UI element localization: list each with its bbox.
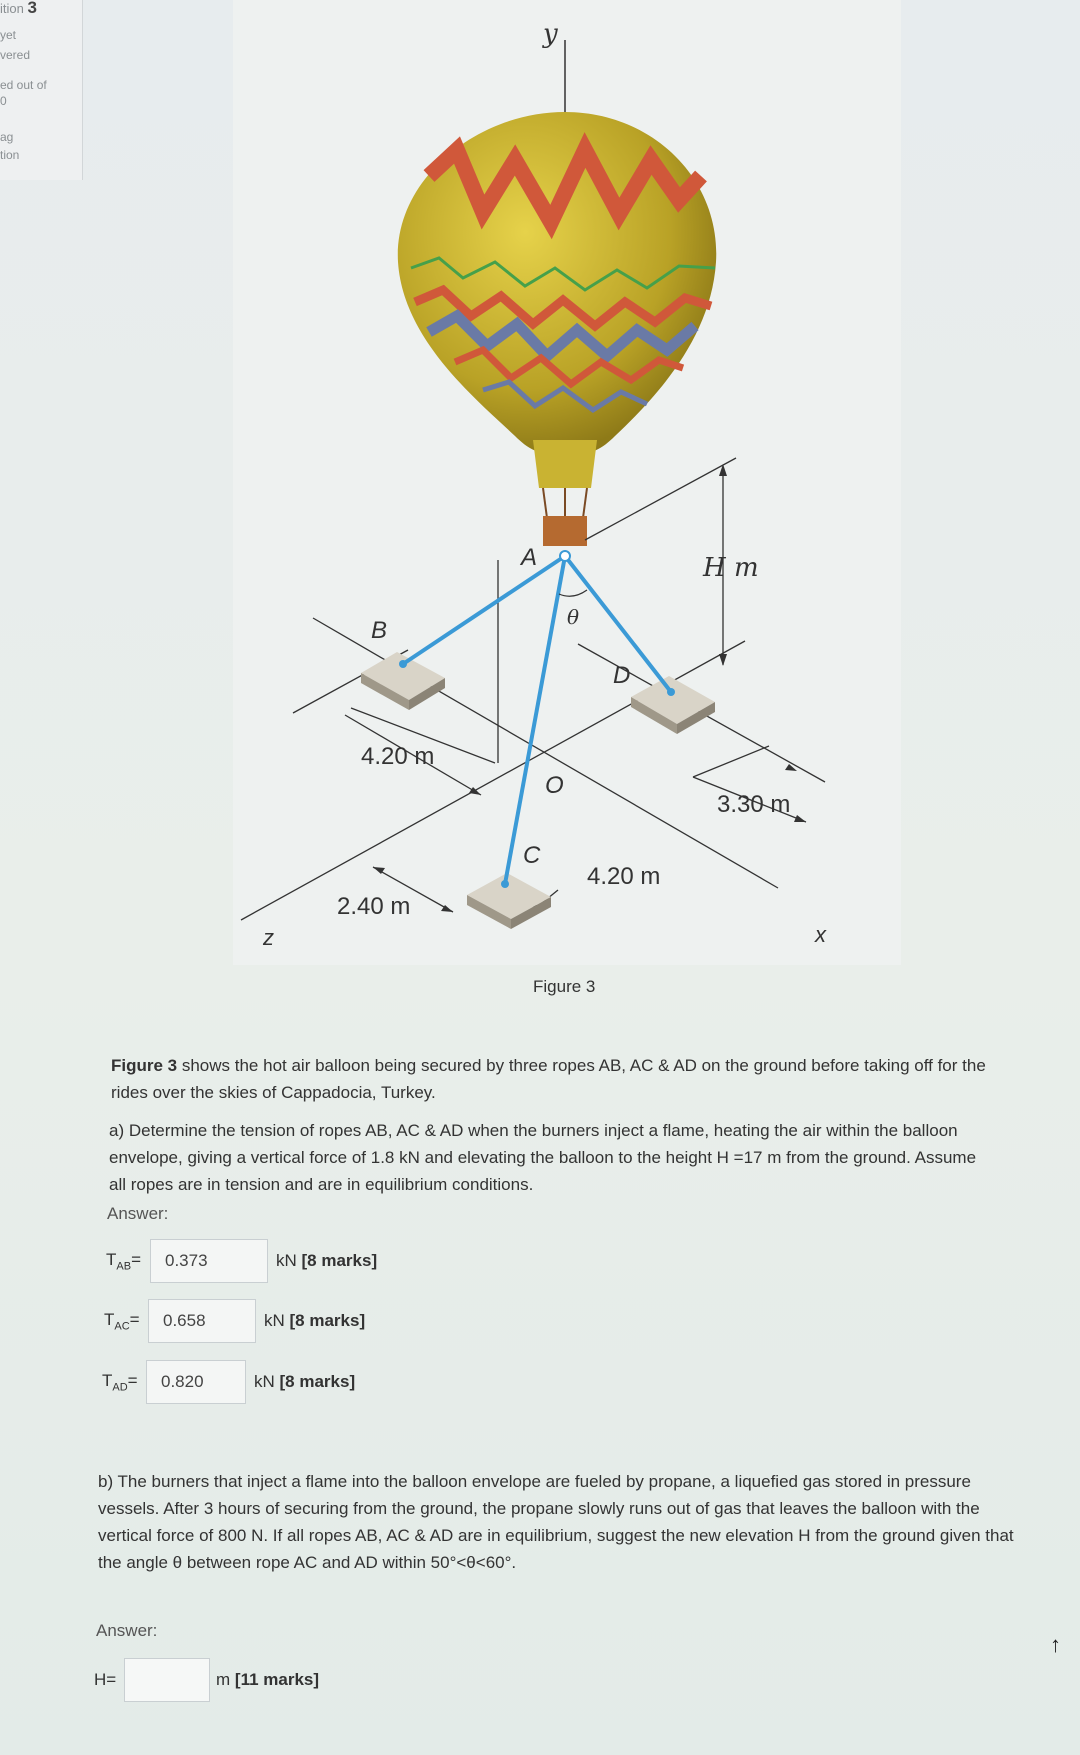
h-answer-label: H= [94, 1670, 117, 1689]
tac-label: $T_{AC}=$ [104, 1309, 140, 1333]
x-axis-label: x [815, 922, 826, 947]
h-reference-line [585, 458, 736, 540]
h-answer-input[interactable] [124, 1658, 210, 1702]
tad-label: $T_{AD}=$ [102, 1370, 138, 1394]
rope-ac [505, 556, 565, 884]
h-label: H m [703, 553, 759, 583]
answer-row-tad [102, 1359, 355, 1405]
label-d: D [613, 662, 631, 689]
tab-answer-input[interactable]: 0.373 [150, 1239, 268, 1283]
answer-row-h [94, 1657, 319, 1703]
label-a: A [521, 544, 538, 571]
tac-unit: kN [8 marks] [264, 1311, 366, 1330]
rope-ab [403, 556, 565, 664]
tab-label: $T_{AB}=$ [106, 1249, 142, 1273]
dim-label-2: 2.40 m [337, 893, 411, 920]
balloon-envelope [398, 112, 716, 488]
tad-unit: kN [8 marks] [254, 1372, 356, 1391]
dim-label-3: 4.20 m [587, 863, 661, 890]
dim-label-4: 3.30 m [717, 791, 791, 818]
flag-question-line1[interactable]: ag [0, 130, 14, 144]
label-b: B [371, 617, 388, 644]
label-o: O [545, 772, 564, 799]
dim-label-1: 4.20 m [361, 743, 435, 770]
answer-row-tac [104, 1298, 365, 1344]
label-c: C [523, 842, 541, 869]
figure-3-panel [233, 0, 901, 965]
figure-caption: Figure 3 [533, 977, 596, 996]
marked-line: ed out of [0, 78, 47, 92]
answer-label-a: Answer: [107, 1204, 169, 1223]
answer-row-tab [106, 1238, 377, 1284]
y-axis-label: y [543, 19, 558, 49]
question-info-panel [0, 0, 83, 180]
question-number: ition 3 [0, 0, 37, 17]
status-line1: yet [0, 28, 17, 42]
tac-answer-input[interactable]: 0.658 [148, 1299, 256, 1343]
tad-answer-input[interactable]: 0.820 [146, 1360, 246, 1404]
point-c [501, 880, 509, 888]
balloon-basket [543, 488, 587, 546]
theta-arc [559, 590, 587, 596]
dim4-arrow-right [794, 815, 806, 822]
label-theta: θ [567, 605, 580, 629]
flag-question-line2[interactable]: tion [0, 148, 20, 162]
part-a-text: a) Determine the tension of ropes AB, AC & AD when the burners inject a flame, heating the air within the balloon envelope, giving a vertical force of 1.8 kN and elevating the balloon to the height H =17 m from the ground. Assume all ropes are in tension and are in equilibrium conditions. [109, 1121, 977, 1194]
h-arrow-bottom [719, 654, 727, 666]
point-b [399, 660, 407, 668]
scroll-top-icon[interactable]: ↑ [1050, 1632, 1061, 1657]
intro-text: shows the hot air balloon being secured by three ropes AB, AC & AD on the ground before taking off for the rides over the skies of Cappadocia, Turkey. [111, 1056, 986, 1102]
point-d [667, 688, 675, 696]
anchor-pad-c [467, 873, 551, 929]
h-arrow-top [719, 464, 727, 476]
question-intro [111, 1052, 1021, 1106]
h-unit: m [11 marks] [216, 1670, 320, 1689]
status-line2: vered [0, 48, 31, 62]
balloon-diagram [233, 0, 901, 965]
part-b-text: b) The burners that inject a flame into the balloon envelope are fueled by propane, a liquefied gas stored in pressure vessels. After 3 hours of securing from the ground, the propane slowly runs out of gas that leaves the balloon with the vertical force of 800 N. If all ropes AB, AC & AD are in equilibrium, suggest the new elevation H from the ground given that the angle θ between rope AC and AD within 50°<θ<60°. [98, 1472, 1014, 1572]
marked-value: 0 [0, 94, 7, 108]
intro-figure-ref: Figure 3 [111, 1056, 178, 1075]
answer-label-b: Answer: [96, 1621, 158, 1640]
anchor-pad-d [631, 676, 715, 734]
z-axis-label: z [263, 925, 274, 950]
tab-unit: kN [8 marks] [276, 1251, 378, 1270]
point-a [560, 551, 570, 561]
balloon-skirt [533, 440, 597, 488]
dim4-guide-line [693, 746, 769, 777]
